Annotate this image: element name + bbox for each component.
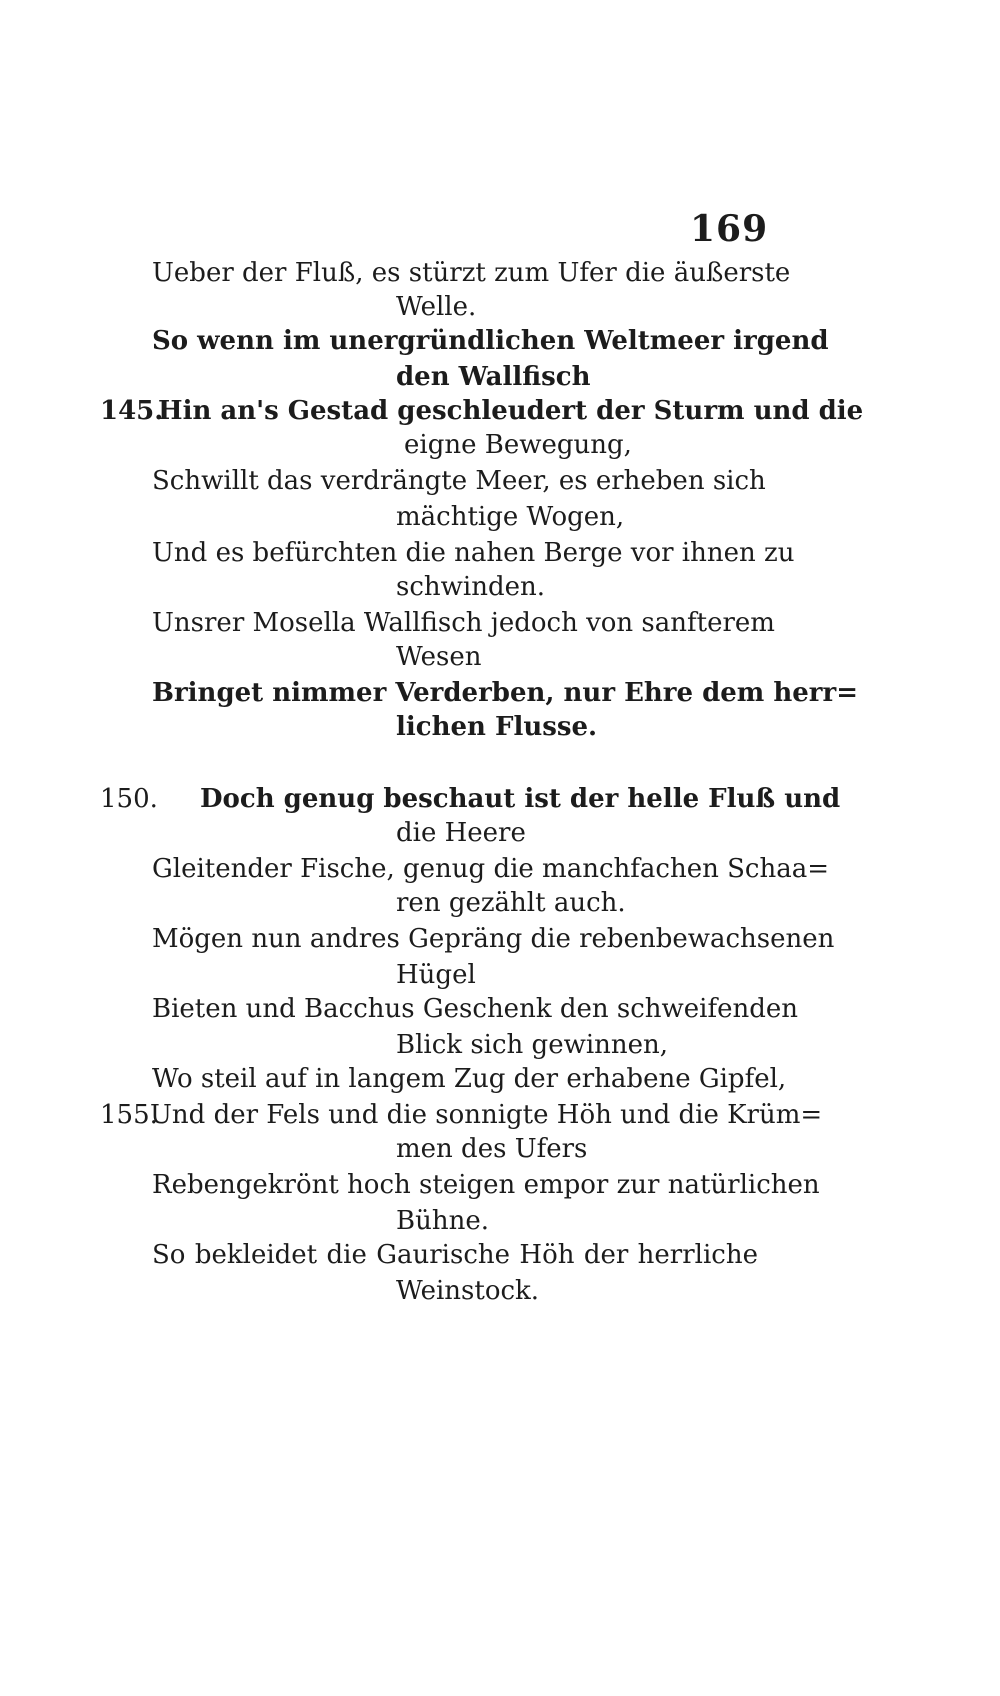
verse-line: den Wallfisch — [396, 362, 591, 392]
verse-line: Wesen — [396, 642, 482, 672]
verse-line: So bekleidet die Gaurische Höh der herrliche — [152, 1240, 758, 1270]
verse-line: So wenn im unergründlichen Weltmeer irgend — [152, 326, 829, 356]
verse-line: Doch genug beschaut ist der helle Fluß und — [200, 784, 841, 814]
verse-line: Blick sich gewinnen, — [396, 1030, 669, 1060]
verse-line: eigne Bewegung, — [404, 430, 632, 460]
verse-line: men des Ufers — [396, 1134, 588, 1164]
verse-line: Bühne. — [396, 1206, 489, 1236]
verse-line: die Heere — [396, 818, 526, 848]
verse-line: Wo steil auf in langem Zug der erhabene Gipfel, — [152, 1064, 787, 1094]
verse-line: mächtige Wogen, — [396, 502, 625, 532]
verse-line: schwinden. — [396, 572, 546, 602]
verse-number: 145. — [100, 396, 164, 426]
verse-line: Welle. — [396, 292, 477, 322]
verse-line: Unsrer Mosella Wallfisch jedoch von sanfterem — [152, 608, 775, 638]
verse-line: Ueber der Fluß, es stürzt zum Ufer die äußerste — [152, 258, 791, 288]
verse-line: Gleitender Fische, genug die manchfachen Schaa= — [152, 854, 829, 884]
verse-number: 150. — [100, 784, 158, 814]
verse-line: Hin an's Gestad geschleudert der Sturm und die — [158, 396, 864, 426]
verse-line: Und der Fels und die sonnigte Höh und die Krüm= — [150, 1100, 823, 1130]
verse-line: Bringet nimmer Verderben, nur Ehre dem herr= — [152, 678, 858, 708]
verse-line: Bieten und Bacchus Geschenk den schweifenden — [152, 994, 799, 1024]
verse-line: Mögen nun andres Gepräng die rebenbewachsenen — [152, 924, 835, 954]
verse-line: Weinstock. — [396, 1276, 540, 1306]
verse-line: Rebengekrönt hoch steigen empor zur natürlichen — [152, 1170, 820, 1200]
page-number: 169 — [690, 208, 769, 250]
verse-line: ren gezählt auch. — [396, 888, 626, 918]
verse-line: Schwillt das verdrängte Meer, es erheben sich — [152, 466, 766, 496]
verse-line: Und es befürchten die nahen Berge vor ihnen zu — [152, 538, 795, 568]
verse-line: lichen Flusse. — [396, 712, 598, 742]
verse-line: Hügel — [396, 960, 476, 990]
verse-number: 155. — [100, 1100, 158, 1130]
